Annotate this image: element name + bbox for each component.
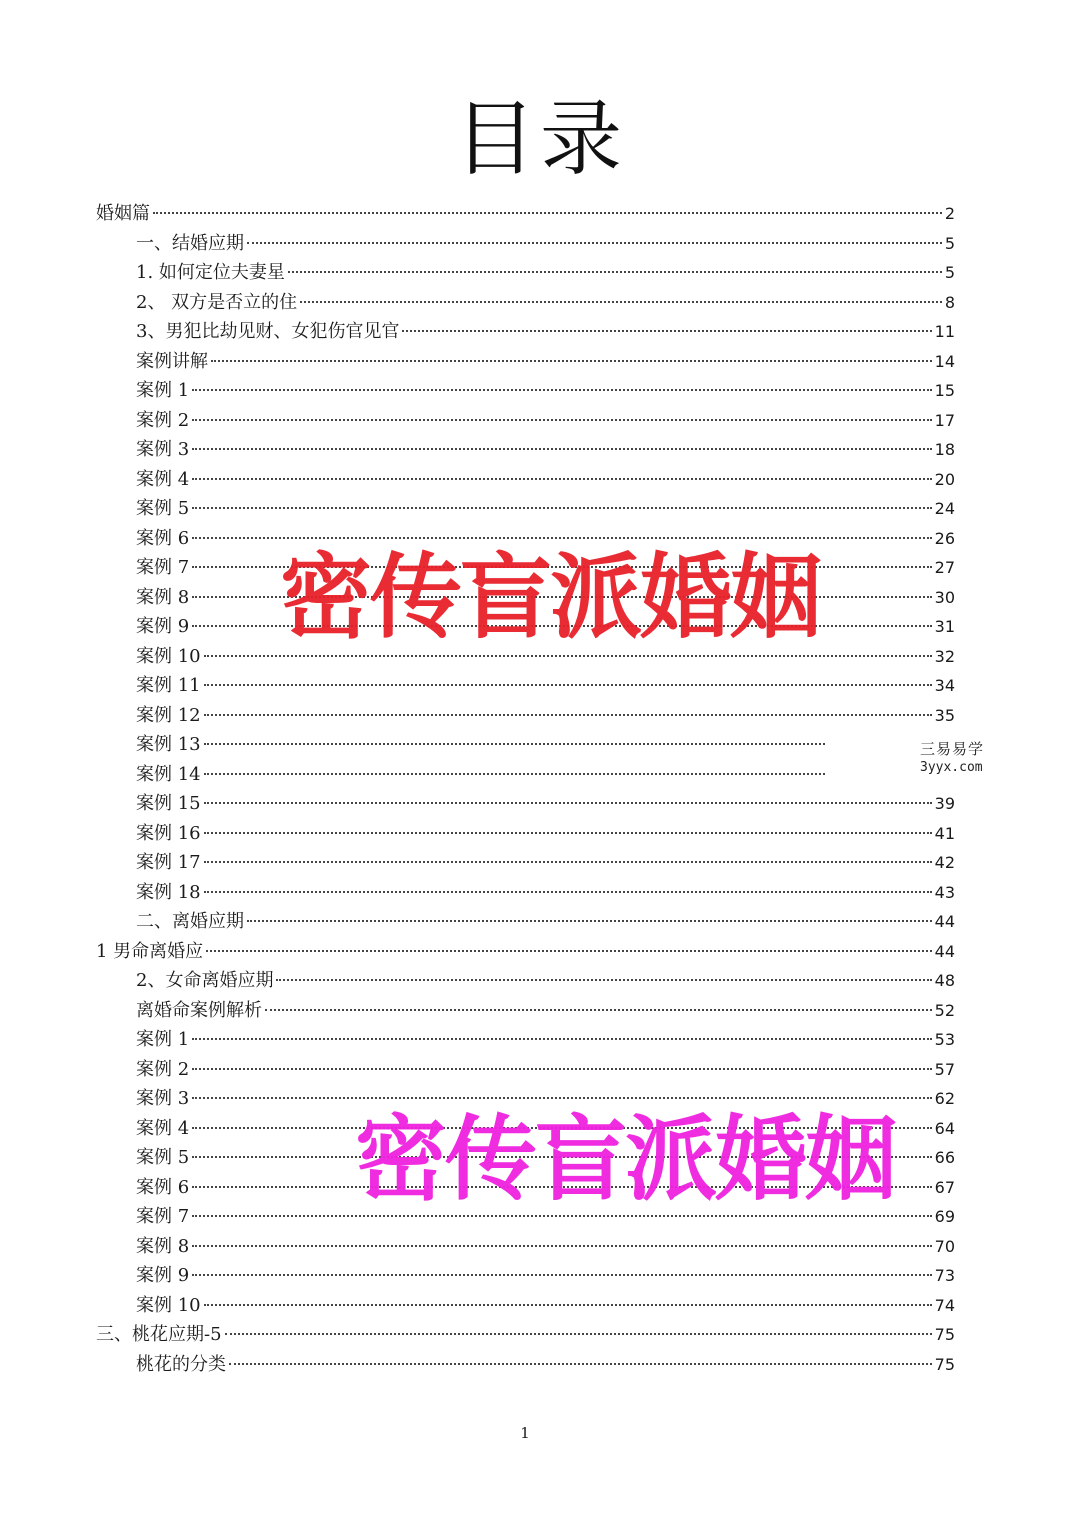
toc-dot-leader: [265, 993, 932, 1011]
toc-entry-label: 案例 15: [136, 793, 201, 814]
toc-entry-page: 73: [934, 1266, 955, 1285]
toc-entry-page: 18: [934, 440, 955, 459]
toc-entry-label: 案例 8: [136, 1235, 190, 1257]
toc-entry-page: 69: [934, 1207, 955, 1226]
toc-entry[interactable]: [136, 908, 955, 936]
toc-entry-page: 75: [934, 1325, 955, 1344]
toc-dot-leader: [247, 904, 932, 922]
toc-dot-leader: [204, 786, 932, 804]
toc-dot-leader: [276, 963, 931, 981]
toc-entry[interactable]: [136, 672, 955, 700]
toc-entry-page: 70: [934, 1236, 955, 1256]
toc-entry-page: 30: [934, 587, 955, 607]
toc-entry-page: 34: [934, 676, 955, 695]
toc-entry-page: 64: [934, 1118, 955, 1138]
toc-entry-label: 桃花的分类: [136, 1353, 226, 1375]
toc-entry-label: 案例 10: [136, 645, 201, 667]
toc-entry-label: 案例 6: [136, 527, 190, 549]
toc-dot-leader: [192, 403, 931, 421]
toc-entry-page: 26: [934, 528, 955, 548]
toc-dot-leader: [247, 226, 942, 244]
toc-entry-label: 案例 7: [136, 1206, 190, 1227]
toc-entry-page: 5: [944, 263, 955, 282]
toc-entry-page: 53: [934, 1030, 955, 1049]
toc-dot-leader: [204, 816, 932, 834]
toc-entry[interactable]: [136, 967, 955, 995]
toc-dot-leader: [192, 1258, 931, 1276]
page-title: 目录: [453, 92, 626, 187]
toc-entry-page: 27: [934, 558, 955, 577]
toc-entry-page: 8: [944, 292, 955, 312]
toc-entry-label: 案例 6: [136, 1176, 190, 1198]
toc-entry-label: 案例 3: [136, 1088, 190, 1109]
toc-entry-label: 案例 9: [136, 1265, 190, 1286]
toc-entry[interactable]: [96, 200, 955, 228]
toc-entry[interactable]: [136, 318, 955, 346]
toc-entry-label: 二、离婚应期: [136, 911, 244, 932]
toc-entry[interactable]: [136, 289, 955, 317]
toc-entry-label: 案例 9: [136, 616, 190, 637]
toc-dot-leader: [229, 1347, 932, 1365]
toc-entry-label: 案例 11: [136, 675, 201, 696]
toc-entry-page: 31: [934, 617, 955, 636]
toc-entry-page: 11: [934, 322, 955, 341]
toc-entry-page: 43: [934, 882, 955, 902]
toc-entry[interactable]: [136, 790, 955, 818]
toc-dot-leader: [402, 314, 931, 332]
toc-dot-leader: [206, 934, 931, 952]
toc-dot-leader: [192, 432, 931, 450]
toc-entry[interactable]: [136, 1026, 955, 1054]
toc-dot-leader: [192, 1229, 931, 1247]
toc-entry[interactable]: [136, 849, 955, 877]
toc-entry-label: 案例 12: [136, 704, 201, 726]
toc-entry-label: 案例 4: [136, 468, 190, 490]
toc-entry-label: 一、结婚应期: [136, 232, 244, 254]
toc-entry[interactable]: [136, 407, 955, 435]
toc-entry-page: 62: [934, 1089, 955, 1108]
toc-entry-page: 5: [944, 233, 955, 253]
toc-entry[interactable]: [136, 1351, 955, 1379]
toc-entry-label: 案例 2: [136, 409, 190, 431]
toc-entry[interactable]: [136, 997, 955, 1025]
toc-entry-label: 2、女命离婚应期: [136, 970, 274, 991]
toc-entry-label: 案例 16: [136, 822, 201, 844]
toc-entry-label: 案例 5: [136, 498, 190, 519]
toc-entry-label: 案例 10: [136, 1294, 201, 1316]
toc-entry-label: 案例 13: [136, 734, 201, 755]
toc-entry-label: 案例 1: [136, 380, 190, 401]
toc-entry[interactable]: [136, 879, 955, 907]
toc-entry[interactable]: [136, 436, 955, 464]
toc-dot-leader: [192, 1022, 931, 1040]
site-badge-name: 三易易学: [920, 740, 985, 758]
toc-dot-leader: [204, 1288, 932, 1306]
toc-entry-page: 52: [934, 1000, 955, 1020]
toc-entry-page: 44: [934, 912, 955, 931]
toc-entry[interactable]: [136, 230, 955, 258]
toc-entry[interactable]: [136, 1056, 955, 1084]
toc-entry-page: 75: [934, 1354, 955, 1374]
toc-dot-leader: [225, 1317, 932, 1335]
toc-entry[interactable]: [136, 1292, 955, 1320]
toc-dot-leader: [204, 875, 932, 893]
toc-dot-leader: [192, 521, 931, 539]
toc-dot-leader: [204, 845, 932, 863]
toc-entry-label: 案例 3: [136, 439, 190, 460]
toc-dot-leader: [192, 462, 931, 480]
toc-entry-page: 17: [934, 410, 955, 430]
toc-entry-page: 32: [934, 646, 955, 666]
toc-entry-page: 74: [934, 1295, 955, 1315]
toc-dot-leader: [204, 668, 932, 686]
toc-entry-label: 1 男命离婚应: [96, 940, 204, 962]
toc-entry-label: 三、桃花应期-5: [96, 1324, 222, 1345]
toc-entry-label: 婚姻篇: [96, 203, 150, 224]
toc-dot-leader: [204, 698, 932, 716]
toc-entry-label: 案例 2: [136, 1058, 190, 1080]
toc-entry-label: 3、男犯比劫见财、女犯伤官见官: [136, 321, 400, 342]
toc-dot-leader: [192, 373, 931, 391]
toc-entry-page: 42: [934, 853, 955, 872]
toc-entry[interactable]: [96, 1321, 955, 1349]
watermark-magenta: 密传盲派婚姻: [355, 1106, 896, 1213]
toc-dot-leader: [211, 344, 932, 362]
toc-entry-label: 2、 双方是否立的住: [136, 291, 298, 313]
toc-entry-label: 1. 如何定位夫妻星: [136, 262, 285, 283]
toc-entry-label: 案例 1: [136, 1029, 190, 1050]
toc-entry[interactable]: [136, 820, 955, 848]
toc-dot-leader: [192, 491, 931, 509]
toc-entry-page: 39: [934, 794, 955, 813]
toc-dot-leader: [288, 255, 942, 273]
toc-entry-label: 案例 7: [136, 557, 190, 578]
toc-entry-label: 离婚命案例解析: [136, 999, 262, 1021]
page-number: 1: [520, 1424, 530, 1442]
toc-entry[interactable]: [136, 702, 955, 730]
toc-entry-page: 15: [934, 381, 955, 400]
toc-entry-label: 案例讲解: [136, 350, 208, 372]
toc-entry-label: 案例 5: [136, 1147, 190, 1168]
toc-entry-page: 20: [934, 469, 955, 489]
toc-entry-page: 48: [934, 971, 955, 990]
toc-dot-leader: [300, 285, 942, 303]
toc-entry-label: 案例 8: [136, 586, 190, 608]
toc-entry-page: 35: [934, 705, 955, 725]
toc-entry-page: 57: [934, 1059, 955, 1079]
toc-entry-label: 案例 17: [136, 852, 201, 873]
toc-entry-label: 案例 18: [136, 881, 201, 903]
toc-entry-page: 66: [934, 1148, 955, 1167]
toc-entry[interactable]: [136, 259, 955, 287]
toc-entry[interactable]: [96, 938, 955, 966]
toc-entry[interactable]: [136, 1233, 955, 1261]
site-badge-url: 3yyx.com: [920, 760, 983, 775]
toc-entry-label: 案例 14: [136, 763, 201, 785]
toc-entry[interactable]: [136, 1262, 955, 1290]
toc-entry[interactable]: [136, 348, 955, 376]
toc-entry-page: 24: [934, 499, 955, 518]
toc-entry[interactable]: [136, 377, 955, 405]
toc-entry-page: 44: [934, 941, 955, 961]
toc-entry[interactable]: [136, 466, 955, 494]
toc-entry-page: 14: [934, 351, 955, 371]
watermark-red: 密传盲派婚姻: [280, 544, 821, 651]
toc-entry-page: 41: [934, 823, 955, 843]
toc-entry-label: 案例 4: [136, 1117, 190, 1139]
toc-entry-page: 2: [944, 204, 955, 223]
toc-dot-leader: [153, 196, 942, 214]
toc-dot-leader: [192, 1081, 931, 1099]
toc-entry[interactable]: [136, 495, 955, 523]
toc-entry-page: 67: [934, 1177, 955, 1197]
toc-dot-leader: [192, 1052, 931, 1070]
